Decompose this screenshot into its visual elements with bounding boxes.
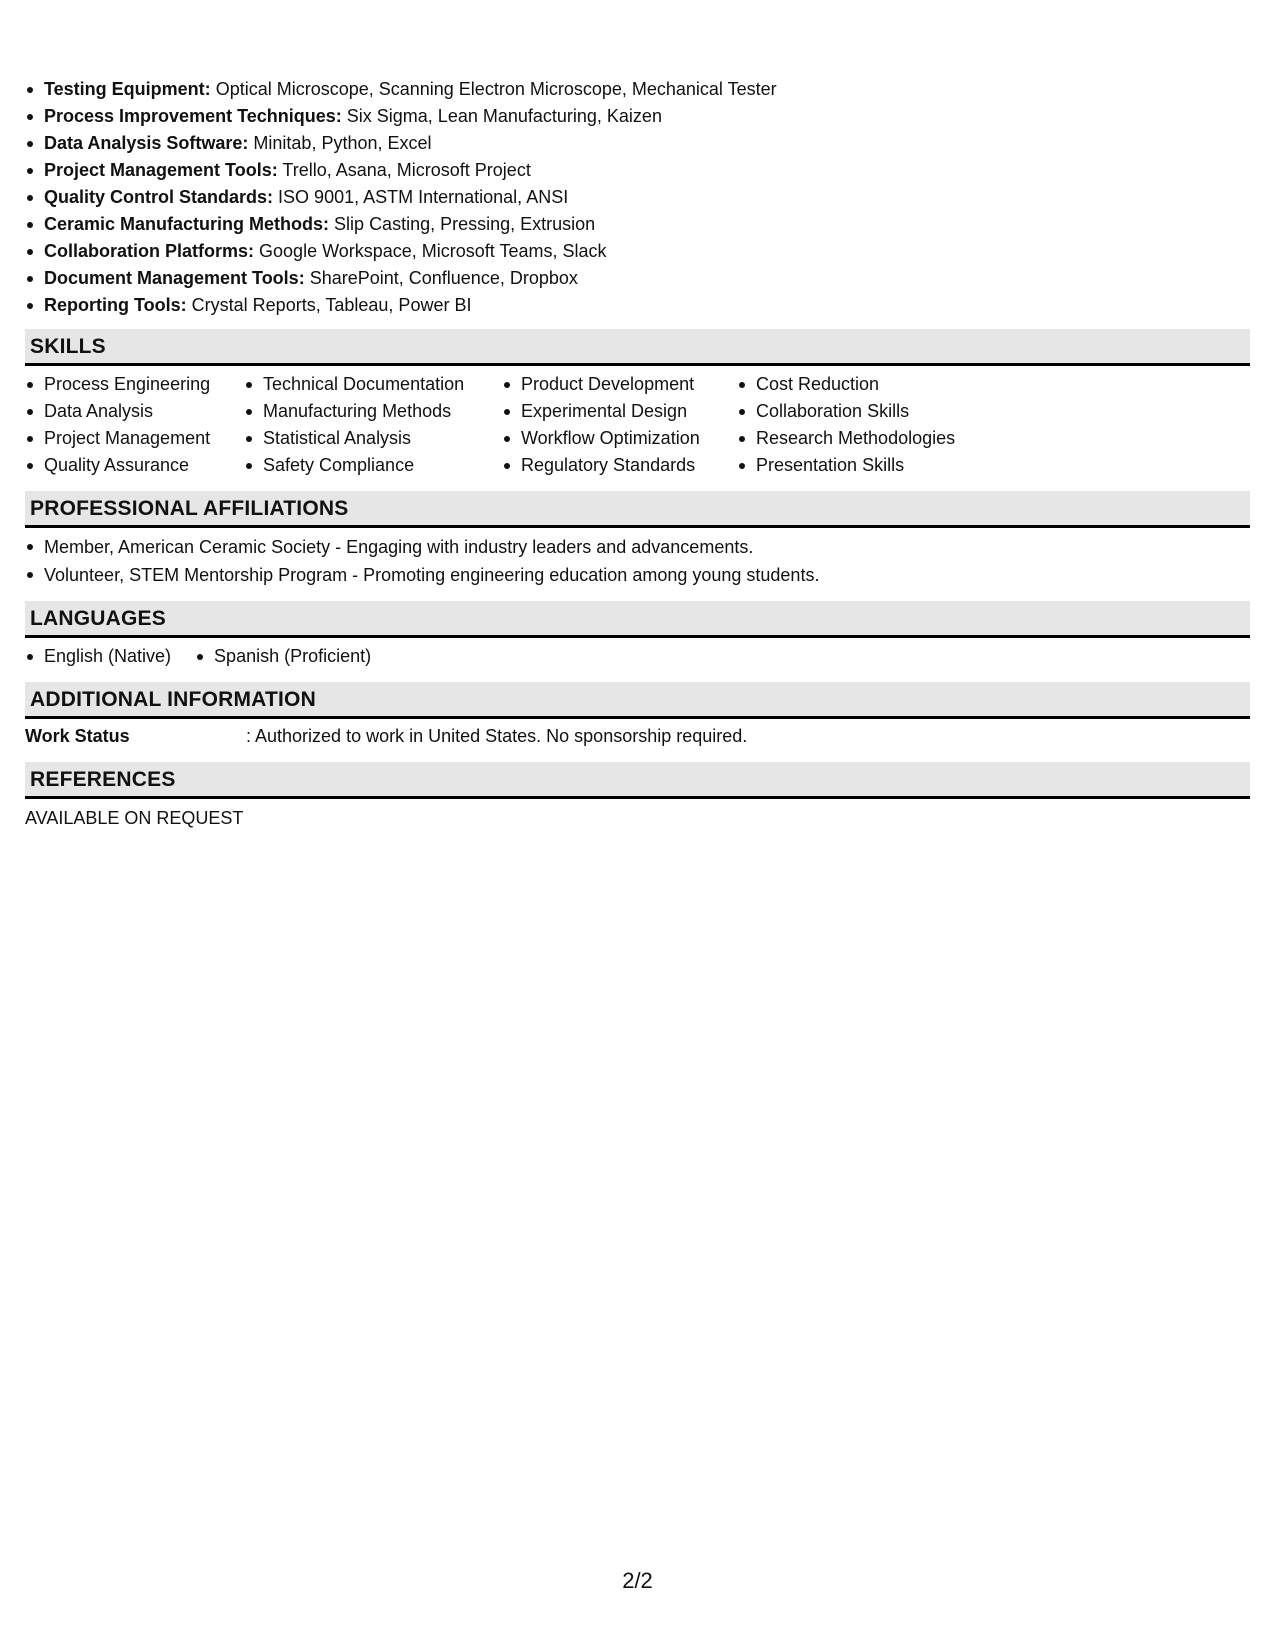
- skill-item: Workflow Optimization: [502, 425, 737, 452]
- list-item: [25, 238, 1250, 265]
- skill-item: Process Engineering: [25, 371, 244, 398]
- skill-item: Statistical Analysis: [244, 425, 502, 452]
- list-item: [25, 211, 1250, 238]
- skill-item: Experimental Design: [502, 398, 737, 425]
- references-heading: REFERENCES: [25, 762, 1250, 799]
- tool-values: Google Workspace, Microsoft Teams, Slack: [259, 241, 607, 261]
- additional-info-heading: ADDITIONAL INFORMATION: [25, 682, 1250, 719]
- skill-item: Collaboration Skills: [737, 398, 997, 425]
- language-item: Spanish (Proficient): [195, 643, 371, 670]
- tool-values: Optical Microscope, Scanning Electron Microscope, Mechanical Tester: [215, 79, 777, 99]
- languages-list: [25, 643, 1250, 670]
- skill-item: Technical Documentation: [244, 371, 502, 398]
- skill-item: Data Analysis: [25, 398, 244, 425]
- skills-column: [502, 371, 737, 479]
- work-status-value: : Authorized to work in United States. No sponsorship required.: [246, 726, 748, 746]
- skills-grid: [25, 371, 1250, 479]
- list-item: [25, 130, 1250, 157]
- affiliation-item: Volunteer, STEM Mentorship Program - Promoting engineering education among young students.: [25, 561, 1250, 589]
- skill-item: Presentation Skills: [737, 452, 997, 479]
- references-text: AVAILABLE ON REQUEST: [25, 808, 244, 828]
- languages-heading: LANGUAGES: [25, 601, 1250, 638]
- affiliations-list: [25, 533, 1250, 589]
- tool-values: ISO 9001, ASTM International, ANSI: [278, 187, 569, 207]
- skills-column: [244, 371, 502, 479]
- tool-category: Data Analysis Software:: [44, 133, 249, 153]
- tool-category: Project Management Tools:: [44, 160, 278, 180]
- list-item: [25, 157, 1250, 184]
- tool-values: Six Sigma, Lean Manufacturing, Kaizen: [346, 106, 662, 126]
- tools-list: [25, 76, 1250, 319]
- list-item: [25, 103, 1250, 130]
- affiliations-heading: PROFESSIONAL AFFILIATIONS: [25, 491, 1250, 528]
- skill-item: Regulatory Standards: [502, 452, 737, 479]
- tool-values: Slip Casting, Pressing, Extrusion: [334, 214, 596, 234]
- page-number: 2/2: [622, 1568, 653, 1593]
- work-status-label: Work Status: [25, 726, 130, 746]
- tool-category: Reporting Tools:: [44, 295, 187, 315]
- list-item: [25, 292, 1250, 319]
- list-item: [25, 184, 1250, 211]
- tool-values: Crystal Reports, Tableau, Power BI: [191, 295, 472, 315]
- tool-values: SharePoint, Confluence, Dropbox: [309, 268, 578, 288]
- skill-item: Cost Reduction: [737, 371, 997, 398]
- tool-category: Quality Control Standards:: [44, 187, 274, 207]
- skill-item: Product Development: [502, 371, 737, 398]
- skills-column: [25, 371, 244, 479]
- skill-item: Manufacturing Methods: [244, 398, 502, 425]
- skills-heading: SKILLS: [25, 329, 1250, 366]
- skill-item: Safety Compliance: [244, 452, 502, 479]
- tool-category: Ceramic Manufacturing Methods:: [44, 214, 330, 234]
- affiliation-item: Member, American Ceramic Society - Engaging with industry leaders and advancements.: [25, 533, 1250, 561]
- skill-item: Research Methodologies: [737, 425, 997, 452]
- tool-values: Trello, Asana, Microsoft Project: [282, 160, 531, 180]
- tool-category: Document Management Tools:: [44, 268, 305, 288]
- language-item: English (Native): [25, 643, 171, 670]
- resume-page: [25, 76, 1250, 832]
- skills-column: [737, 371, 997, 479]
- tool-category: Collaboration Platforms:: [44, 241, 255, 261]
- skill-item: Project Management: [25, 425, 244, 452]
- work-status-row: [25, 723, 1250, 750]
- tool-category: Testing Equipment:: [44, 79, 211, 99]
- list-item: [25, 265, 1250, 292]
- skill-item: Quality Assurance: [25, 452, 244, 479]
- tool-values: Minitab, Python, Excel: [253, 133, 432, 153]
- list-item: [25, 76, 1250, 103]
- tool-category: Process Improvement Techniques:: [44, 106, 342, 126]
